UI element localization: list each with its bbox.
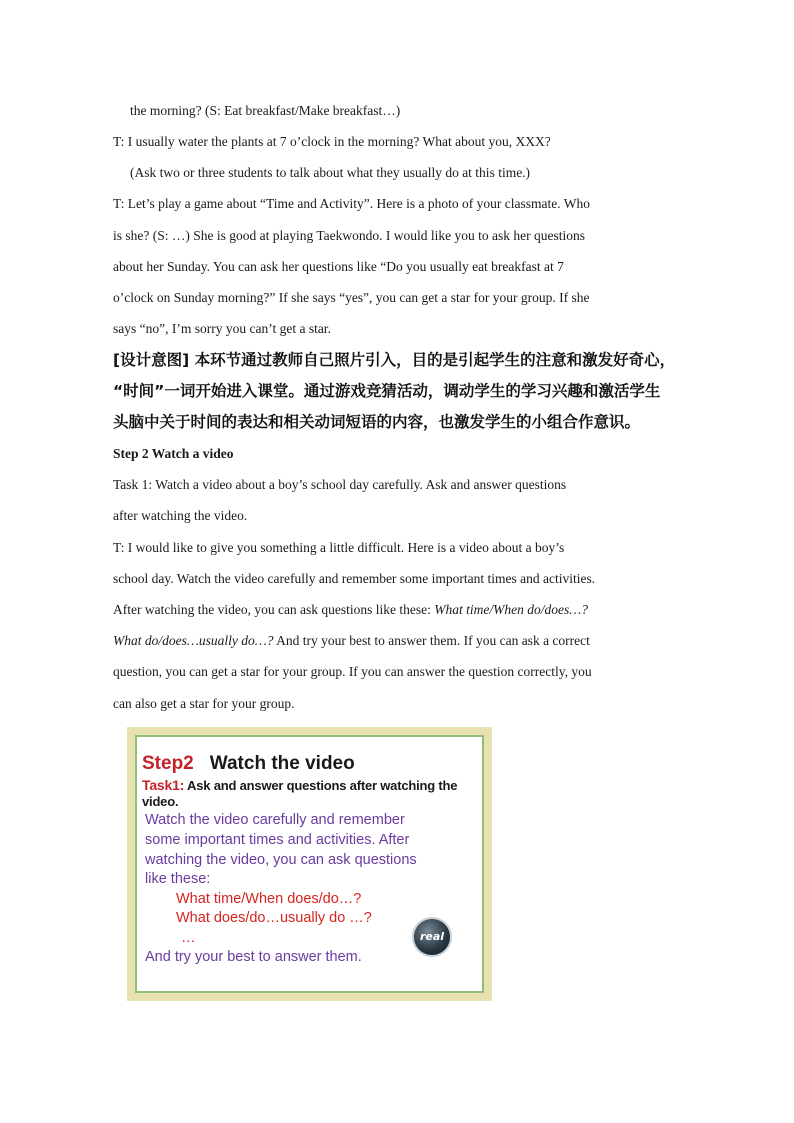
design-intent-line: 头脑中关于时间的表达和相关动词短语的内容，也激发学生的小组合作意识。 bbox=[113, 413, 641, 431]
para-text: And try your best to answer them. If you can ask a correct bbox=[273, 633, 590, 648]
slide-body-line: Watch the video carefully and remember bbox=[145, 812, 405, 828]
slide-title-text: Watch the video bbox=[209, 753, 355, 774]
para-line: T: Let’s play a game about “Time and Activity”. Here is a photo of your classmate. Who bbox=[113, 196, 590, 211]
slide-task-text: Ask and answer questions after watching the video. bbox=[142, 778, 458, 809]
para-line: (Ask two or three students to talk about what they usually do at this time.) bbox=[130, 165, 531, 180]
para-line: says “no”, I’m sorry you can’t get a star. bbox=[113, 321, 331, 336]
question-pattern: What time/When do/does…? bbox=[434, 602, 589, 617]
slide-question: What does/do…usually do …? bbox=[176, 910, 372, 926]
logo-text: real bbox=[419, 930, 445, 943]
para-line: can also get a star for your group. bbox=[113, 696, 295, 711]
para-line: after watching the video. bbox=[113, 508, 248, 523]
slide-task-label: Task1: bbox=[142, 777, 185, 793]
slide-closing: And try your best to answer them. bbox=[145, 949, 362, 965]
para-line: T: I usually water the plants at 7 o’clock in the morning? What about you, XXX? bbox=[113, 134, 551, 149]
para-line bbox=[113, 632, 685, 650]
slide-question: What time/When does/do…? bbox=[176, 891, 362, 907]
slide-body-line: watching the video, you can ask questions bbox=[145, 852, 417, 868]
slide-image bbox=[127, 727, 492, 1001]
para-line: question, you can get a star for your group. If you can answer the question correctly, you bbox=[113, 664, 592, 679]
step-heading: Step 2 Watch a video bbox=[113, 446, 234, 461]
para-line: T: I would like to give you something a little difficult. Here is a video about a boy’s bbox=[113, 540, 565, 555]
slide-title bbox=[142, 753, 355, 775]
slide-step-label: Step2 bbox=[142, 753, 194, 774]
para-text: After watching the video, you can ask questions like these: bbox=[113, 602, 435, 617]
design-intent-line: “时间”一词开始进入课堂。通过游戏竞猜活动，调动学生的学习兴趣和激活学生 bbox=[113, 382, 661, 400]
para-line: o’clock on Sunday morning?” If she says “yes”, you can get a star for your group. If she bbox=[113, 290, 590, 305]
para-line: the morning? (S: Eat breakfast/Make breakfast…) bbox=[130, 103, 401, 118]
para-line: about her Sunday. You can ask her questions like “Do you usually eat breakfast at 7 bbox=[113, 259, 564, 274]
design-intent-line: [设计意图] 本环节通过教师自己照片引入，目的是引起学生的注意和激发好奇心， bbox=[113, 351, 676, 369]
slide-task bbox=[142, 777, 482, 810]
para-line: Task 1: Watch a video about a boy’s school day carefully. Ask and answer questions bbox=[113, 477, 567, 492]
para-line bbox=[113, 601, 685, 619]
realplayer-logo-icon bbox=[412, 917, 452, 957]
para-line: is she? (S: …) She is good at playing Taekwondo. I would like you to ask her questions bbox=[113, 228, 585, 243]
slide-body-line: like these: bbox=[145, 871, 211, 887]
slide-body-line: some important times and activities. After bbox=[145, 832, 410, 848]
question-pattern: What do/does…usually do…? bbox=[113, 633, 274, 648]
slide-question: … bbox=[181, 930, 196, 946]
para-line: school day. Watch the video carefully and remember some important times and activities. bbox=[113, 571, 596, 586]
